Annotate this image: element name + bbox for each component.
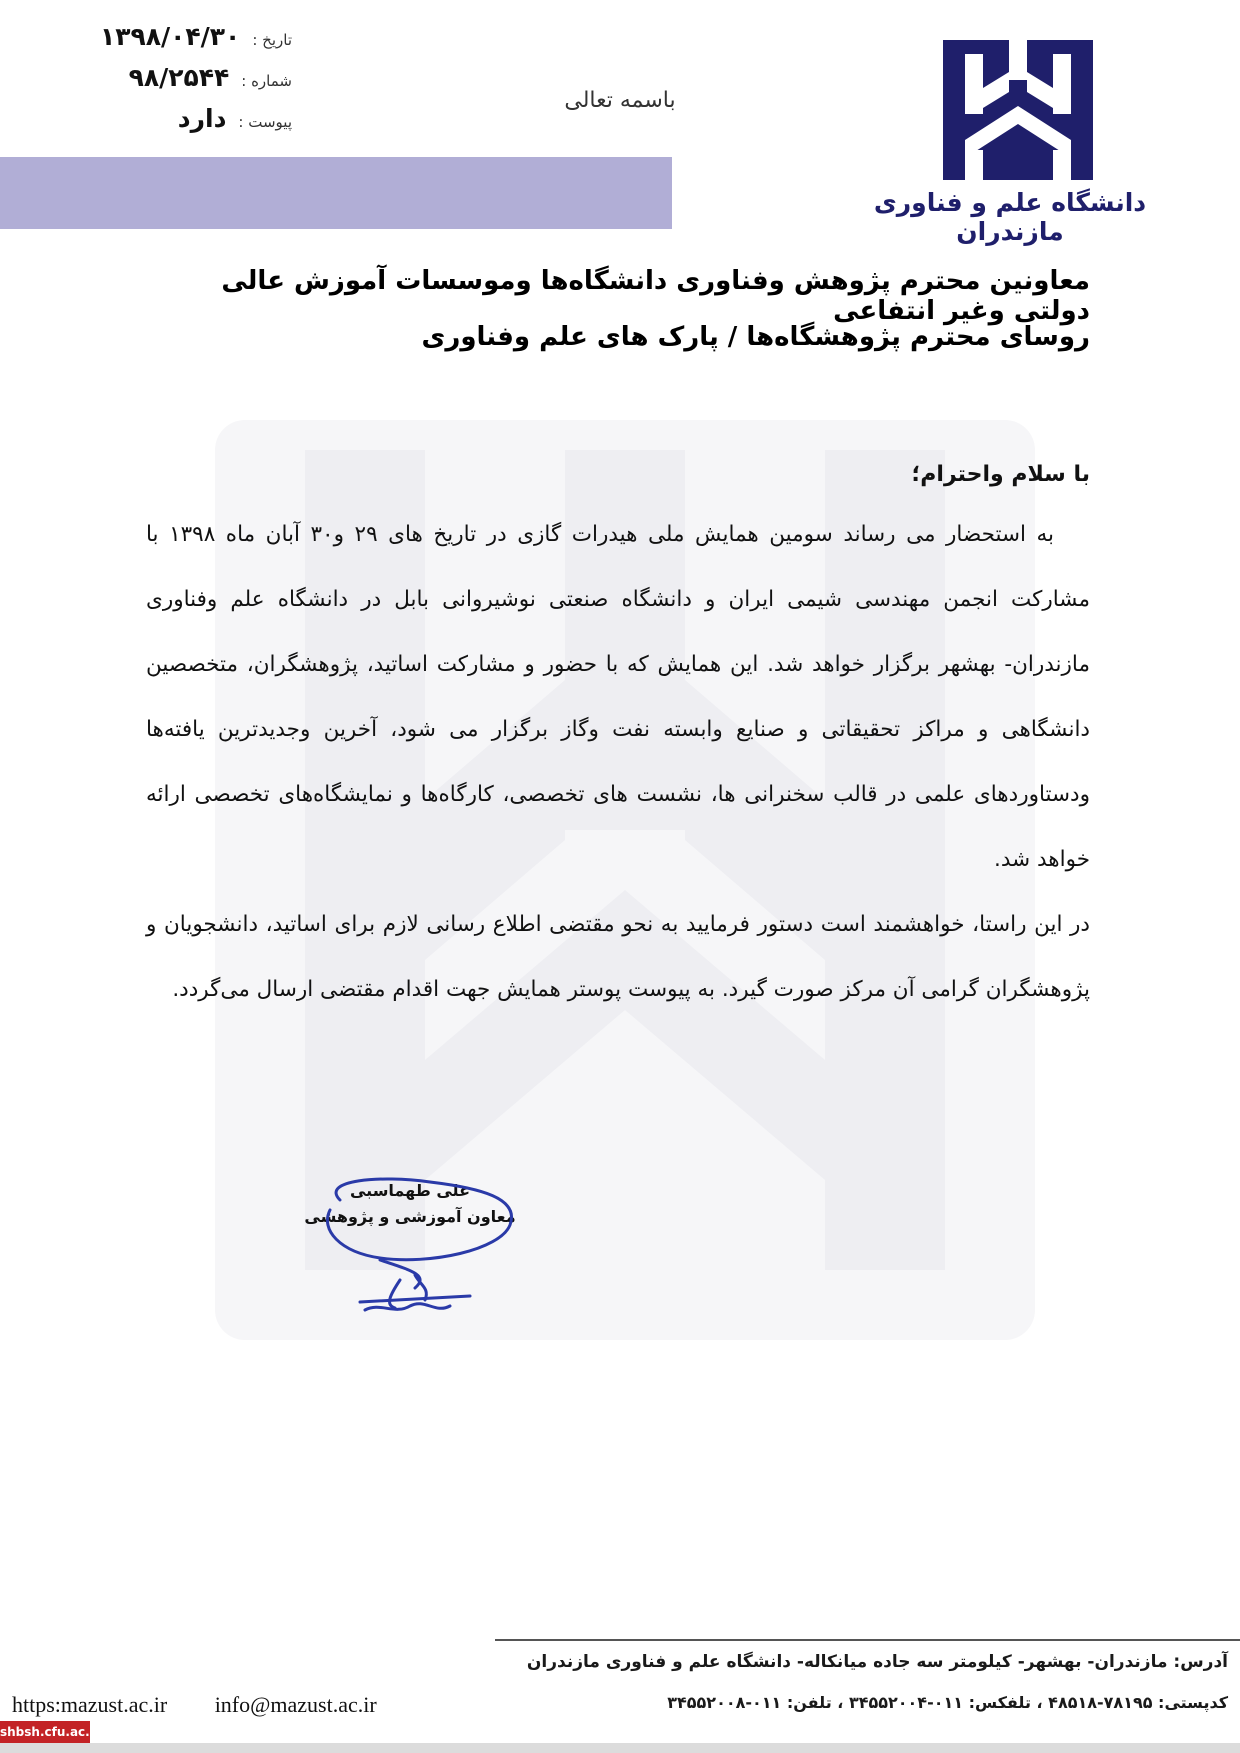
header-band	[0, 157, 672, 229]
email-link[interactable]: info@mazust.ac.ir	[214, 1692, 377, 1717]
date-row	[92, 22, 292, 51]
number-value: ۹۸/۲۵۴۴	[128, 63, 230, 92]
date-label: تاریخ :	[252, 31, 292, 49]
letter-meta	[92, 22, 292, 133]
signatory-title: معاون آموزشی و پژوهشی	[304, 1207, 516, 1226]
footer-links	[12, 1692, 419, 1718]
letter-paragraph-2: در این راستا، خواهشمند است دستور فرمایید به نحو مقتضی اطلاع رسانی لازم برای اساتید، دانشجویان و پژوهشگران گرامی آن مرکز صورت گیرد. به پیوست پوستر همایش جهت اقدام مقتضی ارسال می‌گردد.	[146, 912, 1090, 1002]
footer-contact: کدپستی: ۷۸۱۹۵-۴۸۵۱۸ ، تلفکس: ۰۱۱-۳۴۵۵۲۰۰۴ ، تلفن: ۰۱۱-۳۴۵۵۲۰۰۸	[667, 1693, 1228, 1712]
letter-paragraph-1: به استحضار می رساند سومین همایش ملی هیدرات گازی در تاریخ های ۲۹ و۳۰ آبان ماه ۱۳۹۸ با مشارکت انجمن مهندسی شیمی ایران و دانشگاه صنعتی نوشیروانی بابل در دانشگاه علم وفناوری مازندران- بهشهر برگزار خواهد شد. این همایش که با حضور و مشارکت اساتید، پژوهشگران، متخصصین دانشگاهی و مراکز تحقیقاتی و صنایع وابسته نفت وگاز برگزار می شود، آخرین وجدیدترین یافته‌ها ودستاوردهای علمی در قالب سخنرانی ها، نشست های تخصصی، کارگاه‌ها و نمایشگاه‌های تخصصی ارائه خواهد شد.	[146, 522, 1090, 872]
number-row	[92, 63, 292, 92]
number-label: شماره :	[241, 72, 292, 90]
bottom-strip	[0, 1743, 1240, 1753]
footer-address: آدرس: مازندران- بهشهر- کیلومتر سه جاده میانکاله- دانشگاه علم و فناوری مازندران	[526, 1652, 1228, 1672]
date-value: ۱۳۹۸/۰۴/۳۰	[99, 22, 241, 51]
addressee-line-1: معاونین محترم پژوهش وفناوری دانشگاه‌ها وموسسات آموزش عالی دولتی وغیر انتفاعی	[221, 266, 1090, 326]
source-tag: shbsh.cfu.ac.ir	[0, 1721, 90, 1743]
greeting: با سلام واحترام؛	[911, 462, 1090, 487]
basmala: باسمه تعالی	[564, 88, 676, 113]
attachment-value: دارد	[177, 104, 227, 133]
addressee-line-2: روسای محترم پژوهشگاه‌ها / پارک های علم وفناوری	[421, 322, 1090, 352]
handwritten-signature	[320, 1170, 520, 1320]
university-name: دانشگاه علم و فناوری مازندران	[873, 188, 1147, 246]
letter-body	[146, 502, 1090, 1022]
signatory-name: علی طهماسبی	[349, 1181, 471, 1200]
website-link[interactable]: https:mazust.ac.ir	[12, 1692, 168, 1717]
attachment-row	[92, 104, 292, 133]
attachment-label: پیوست :	[238, 113, 292, 131]
university-logo	[943, 40, 1093, 180]
footer-rule	[495, 1639, 1240, 1641]
